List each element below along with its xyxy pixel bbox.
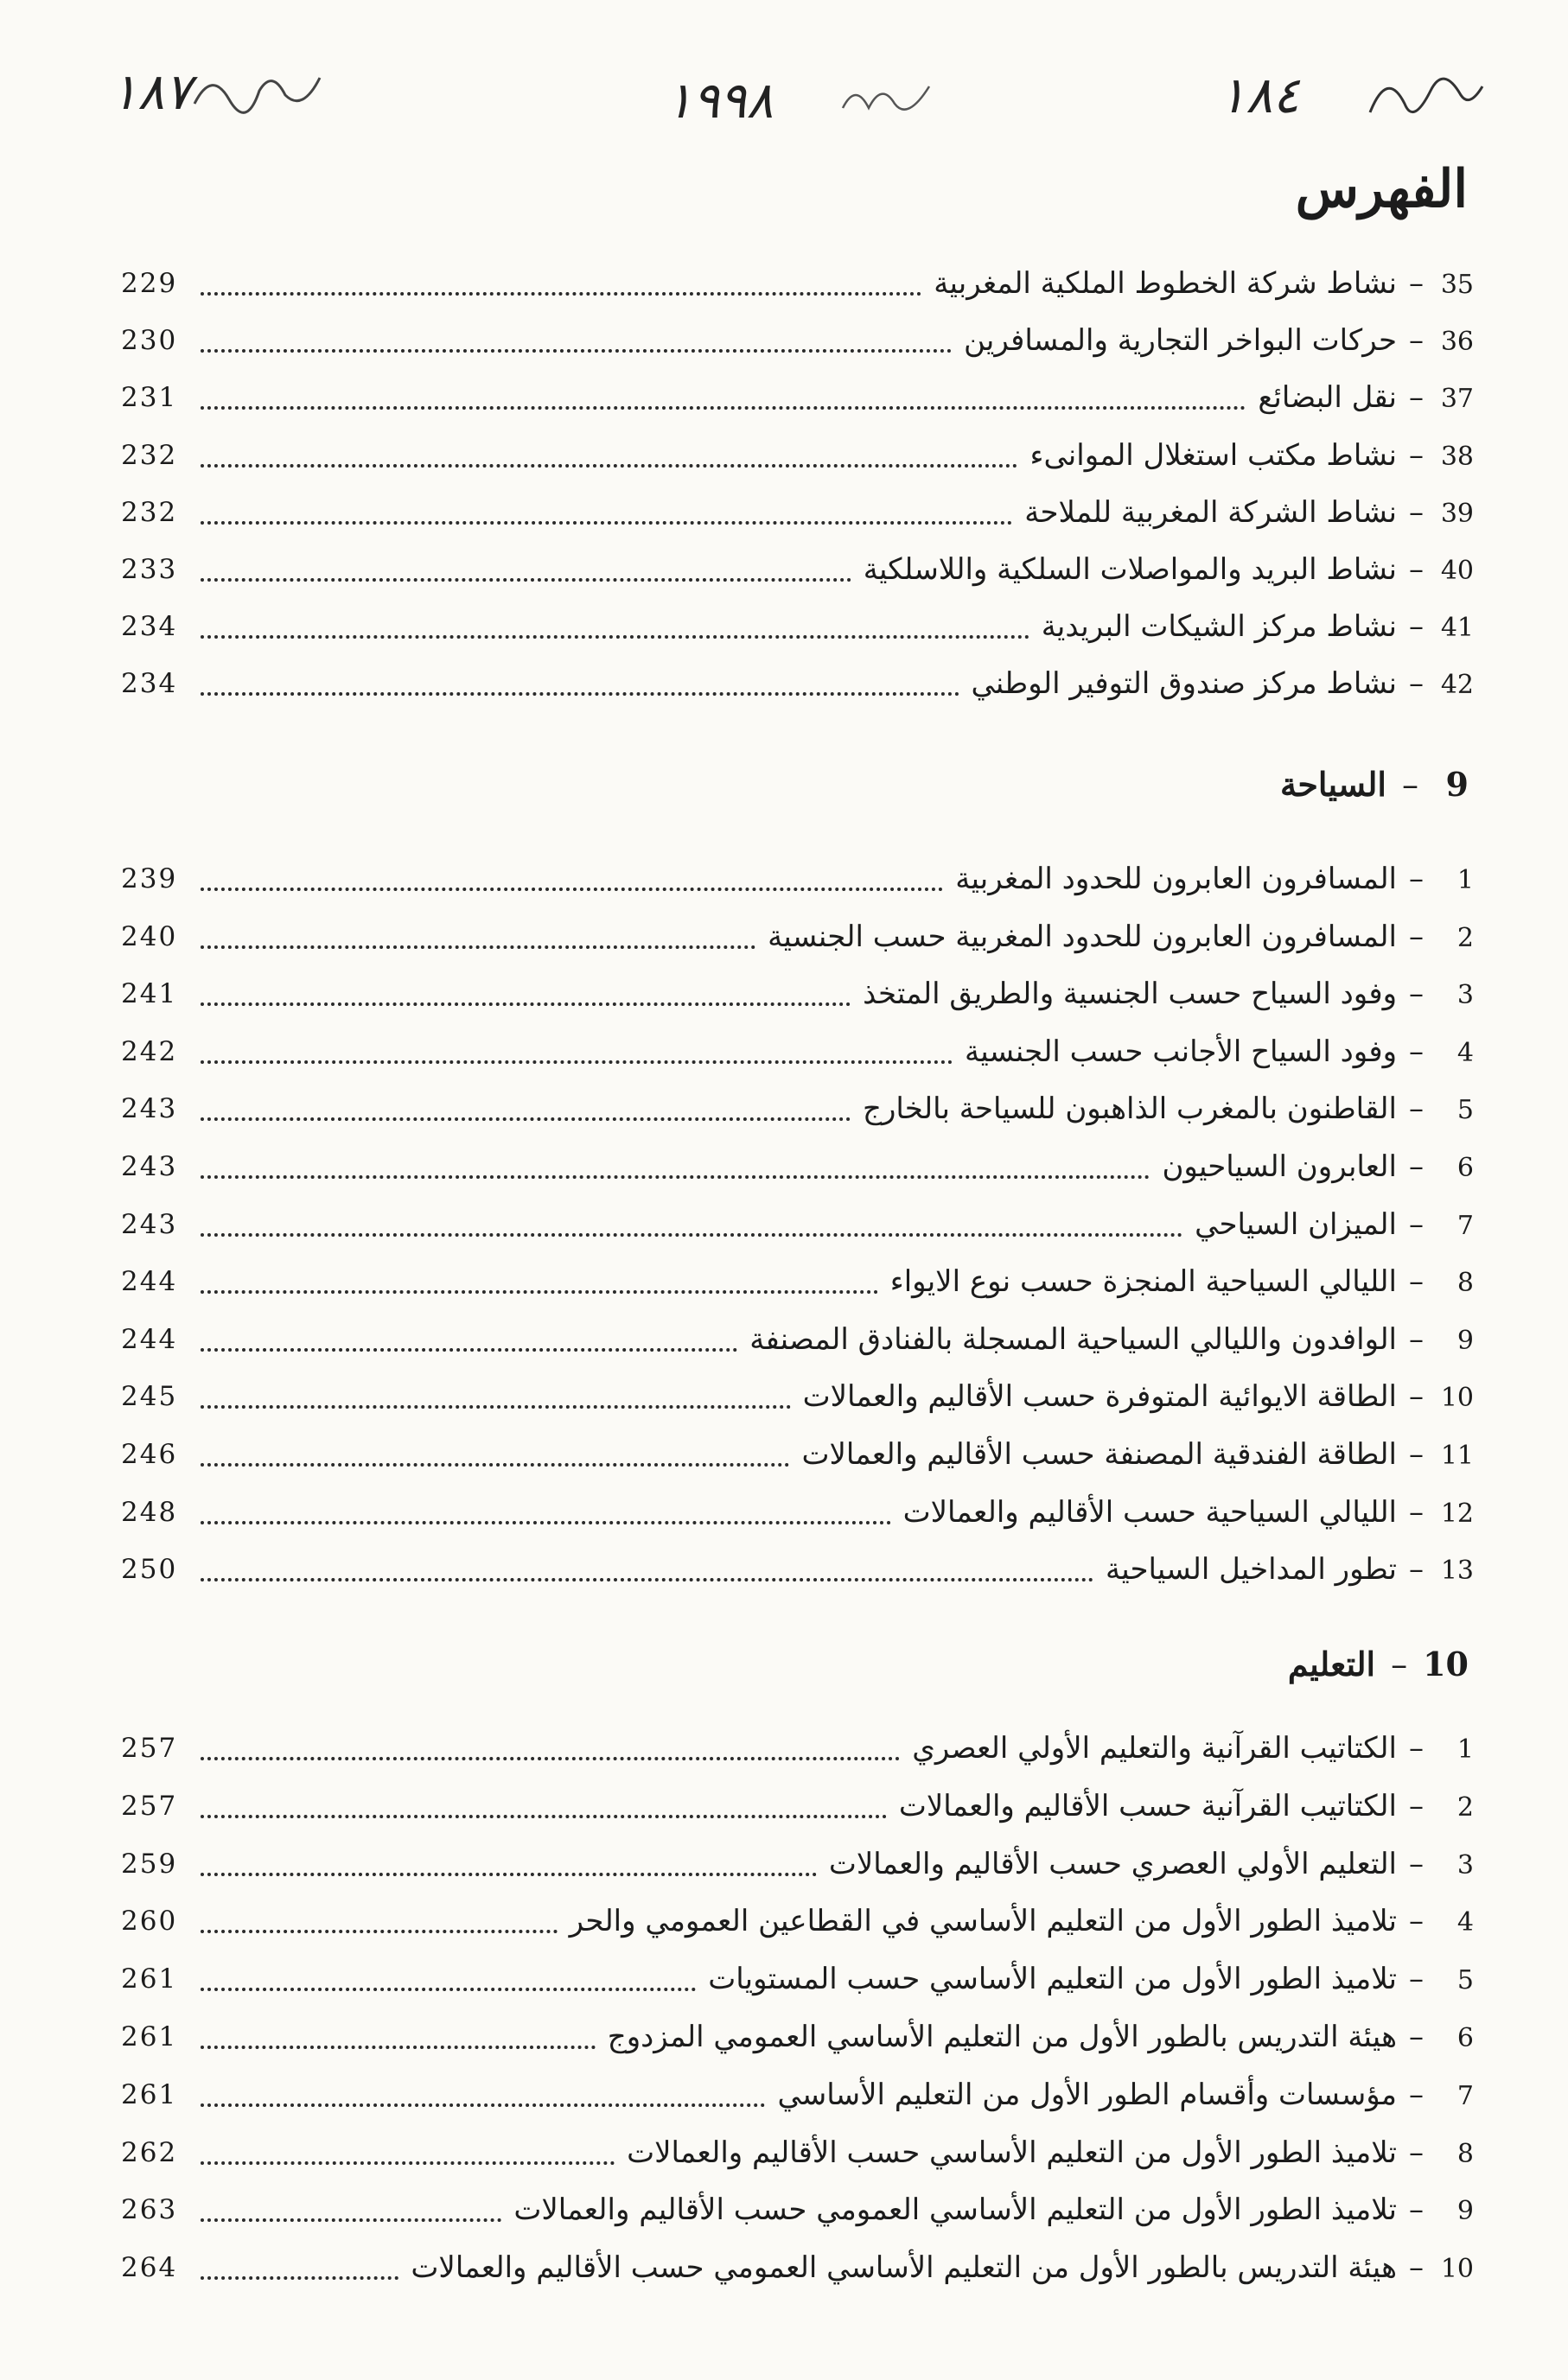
dot-leader	[201, 1521, 891, 1524]
entry-text	[912, 1731, 1474, 1766]
entry-number: 35	[1440, 270, 1474, 300]
entry-title: الليالي السياحية المنجزة حسب نوع الايواء	[889, 1264, 1397, 1300]
entry-text	[899, 1789, 1474, 1823]
index-entry	[121, 1078, 1474, 1130]
dot-leader	[201, 1930, 558, 1933]
entry-title: الطاقة الفندقية المصنفة حسب الأقاليم والعمالات	[801, 1437, 1397, 1472]
index-entry	[121, 481, 1474, 533]
index-entry	[121, 2179, 1474, 2230]
entry-number: 39	[1440, 498, 1474, 529]
entry-title: نشاط البريد والمواصلات السلكية واللاسلكية	[863, 552, 1397, 587]
entry-dash: –	[1409, 862, 1424, 896]
entry-number: 8	[1456, 1268, 1474, 1299]
entry-dash: –	[1409, 977, 1424, 1012]
entry-title: المسافرون العابرون للحدود المغربية حسب الجنسية	[768, 919, 1397, 954]
entry-title: الميزان السياحي	[1195, 1206, 1397, 1242]
index-entry	[121, 2064, 1474, 2116]
entry-number: 8	[1456, 2138, 1474, 2169]
section-title: السياحة	[1280, 765, 1386, 804]
entry-number: 7	[1456, 2080, 1474, 2111]
handwritten-note-center: ١٩٩٨	[666, 71, 774, 130]
handwriting-scribble-left	[190, 60, 337, 130]
entry-text	[1106, 1552, 1474, 1587]
entry-dash: –	[1409, 1379, 1424, 1415]
entry-dash: –	[1409, 666, 1424, 702]
entry-dash: –	[1409, 2077, 1424, 2112]
page-number: 244	[121, 1266, 178, 1298]
dot-leader	[201, 1002, 851, 1006]
entry-number: 37	[1440, 384, 1474, 415]
dot-leader	[201, 1578, 1093, 1581]
page-number: 257	[121, 1790, 178, 1822]
entry-title: نشاط مكتب استغلال الموانىء	[1029, 437, 1397, 473]
entry-text	[955, 862, 1474, 896]
entry-dash: –	[1409, 1437, 1424, 1472]
dot-leader	[201, 888, 943, 891]
index-entry	[121, 906, 1474, 958]
page-number: 250	[121, 1554, 178, 1586]
entry-title: الطاقة الايوائية المتوفرة حسب الأقاليم والعمالات	[802, 1379, 1397, 1415]
page-number: 233	[121, 554, 178, 585]
entry-number: 13	[1440, 1556, 1474, 1587]
entry-dash: –	[1409, 2250, 1424, 2286]
entry-dash: –	[1409, 1846, 1424, 1881]
dot-leader	[201, 349, 952, 353]
entry-number: 7	[1456, 1210, 1474, 1241]
page-number: 239	[121, 863, 178, 894]
index-entry	[121, 595, 1474, 647]
entry-dash: –	[1409, 323, 1424, 359]
index-entry	[121, 538, 1474, 590]
entry-number: 3	[1456, 980, 1474, 1011]
entry-text	[864, 552, 1474, 587]
entry-text	[1162, 1149, 1474, 1184]
entry-title: وفود السياح الأجانب حسب الجنسية	[965, 1034, 1397, 1069]
entry-title: نشاط شركة الخطوط الملكية المغربية	[934, 266, 1397, 301]
entry-title: الليالي السياحية حسب الأقاليم والعمالات	[902, 1494, 1397, 1530]
entry-dash: –	[1409, 380, 1424, 416]
index-entry	[121, 1365, 1474, 1417]
page-number: 263	[121, 2194, 178, 2226]
entry-text	[1029, 438, 1474, 473]
page-number: 260	[121, 1906, 178, 1938]
entry-title: العابرون السياحيون	[1162, 1149, 1397, 1184]
entry-text	[513, 2192, 1474, 2227]
index-entry	[121, 1193, 1474, 1245]
page-number: 259	[121, 1848, 178, 1880]
dot-leader	[201, 1988, 696, 1991]
dot-leader	[201, 292, 921, 296]
handwritten-note-left: ١٨٧	[111, 62, 192, 121]
entry-dash: –	[1409, 1731, 1424, 1766]
index-entry	[121, 309, 1474, 361]
dot-leader	[201, 1290, 878, 1294]
page-number: 234	[121, 668, 178, 700]
page-number: 261	[121, 2021, 178, 2052]
entry-number: 41	[1440, 613, 1474, 644]
entry-title: وفود السياح حسب الجنسية والطريق المتخذ	[863, 977, 1397, 1012]
entry-dash: –	[1409, 1552, 1424, 1588]
dot-leader	[201, 2161, 615, 2165]
page-number: 232	[121, 496, 178, 528]
index-entry	[121, 1308, 1474, 1360]
dot-leader	[201, 1117, 851, 1121]
page-number: 232	[121, 439, 178, 471]
entry-text	[570, 1904, 1474, 1938]
entry-number: 5	[1456, 1965, 1474, 1996]
dot-leader	[201, 2103, 765, 2107]
dot-leader	[201, 945, 755, 949]
entry-text	[829, 1847, 1474, 1881]
entry-text	[1042, 609, 1474, 644]
entry-number: 3	[1456, 1849, 1474, 1880]
entry-title: مؤسسات وأقسام الطور الأول من التعليم الأساسي	[777, 2077, 1397, 2112]
page-number: 241	[121, 978, 178, 1010]
section-heading-education: 10–التعليم	[1287, 1645, 1469, 1683]
entry-title: نقل البضائع	[1258, 380, 1397, 416]
dot-leader	[201, 1463, 789, 1467]
entry-text	[608, 2020, 1474, 2054]
entry-text	[1024, 495, 1474, 530]
entry-number: 10	[1440, 2254, 1474, 2285]
entry-number: 6	[1456, 2023, 1474, 2053]
entry-number: 36	[1440, 327, 1474, 358]
dot-leader	[201, 2218, 501, 2222]
page-number: 261	[121, 2078, 178, 2110]
entry-title: هيئة التدريس بالطور الأول من التعليم الأساسي العمومي المزدوج	[607, 2020, 1397, 2054]
entry-text	[903, 1495, 1474, 1530]
section-title: التعليم	[1287, 1645, 1376, 1683]
index-entry	[121, 1833, 1474, 1885]
section-number: 10	[1423, 1645, 1469, 1683]
entry-dash: –	[1409, 1321, 1424, 1357]
entry-text	[777, 2078, 1474, 2112]
entry-dash: –	[1409, 1962, 1424, 1997]
index-entry	[121, 1481, 1474, 1533]
entry-text	[803, 1379, 1474, 1414]
entry-dash: –	[1409, 494, 1424, 530]
entry-text	[934, 266, 1474, 301]
entry-text	[1258, 380, 1474, 415]
dot-leader	[201, 578, 851, 582]
page-number: 240	[121, 920, 178, 952]
entry-number: 11	[1440, 1441, 1474, 1471]
entry-dash: –	[1409, 1149, 1424, 1184]
entry-dash: –	[1409, 1494, 1424, 1530]
entry-title: الكتاتيب القرآنية حسب الأقاليم والعمالات	[898, 1788, 1397, 1823]
entry-text	[768, 920, 1474, 954]
entry-number: 9	[1456, 2196, 1474, 2227]
entry-dash: –	[1409, 266, 1424, 301]
entry-text	[749, 1322, 1474, 1357]
entry-number: 1	[1456, 1734, 1474, 1765]
index-entry	[121, 1538, 1474, 1590]
page-number: 243	[121, 1151, 178, 1182]
entry-dash: –	[1409, 2135, 1424, 2170]
entry-number: 2	[1456, 1791, 1474, 1823]
entry-number: 6	[1456, 1153, 1474, 1183]
entry-text	[890, 1264, 1474, 1299]
entry-title: تلاميذ الطور الأول من التعليم الأساسي في القطاعين العمومي والحر	[569, 1904, 1397, 1939]
index-entry	[121, 366, 1474, 418]
entry-title: حركات البواخر التجارية والمسافرين	[963, 323, 1397, 359]
entry-number: 10	[1440, 1383, 1474, 1414]
dot-leader	[201, 1233, 1182, 1237]
entry-number: 42	[1440, 670, 1474, 701]
index-entry	[121, 1250, 1474, 1302]
entry-dash: –	[1409, 609, 1424, 645]
entry-number: 40	[1440, 556, 1474, 586]
entry-dash: –	[1409, 1264, 1424, 1300]
entry-title: هيئة التدريس بالطور الأول من التعليم الأساسي العمومي حسب الأقاليم والعمالات	[411, 2250, 1397, 2286]
entry-title: تلاميذ الطور الأول من التعليم الأساسي حسب المستويات	[708, 1962, 1397, 1997]
entry-title: الكتاتيب القرآنية والتعليم الأولي العصري	[912, 1731, 1397, 1766]
entry-title: تلاميذ الطور الأول من التعليم الأساسي العمومي حسب الأقاليم والعمالات	[513, 2192, 1397, 2228]
page-number: 245	[121, 1381, 178, 1413]
dot-leader	[201, 2046, 596, 2049]
entry-dash: –	[1409, 1206, 1424, 1242]
entry-number: 5	[1456, 1095, 1474, 1126]
dot-leader	[201, 521, 1012, 525]
entry-text	[1195, 1207, 1474, 1242]
dot-leader	[201, 1060, 953, 1064]
dot-leader	[201, 1405, 791, 1409]
entry-text	[801, 1437, 1474, 1472]
index-entry	[121, 2237, 1474, 2288]
entry-title: المسافرون العابرون للحدود المغربية	[955, 862, 1397, 896]
index-entry	[121, 2122, 1474, 2173]
page-number: 264	[121, 2252, 178, 2284]
entry-dash: –	[1409, 919, 1424, 954]
page-number: 246	[121, 1439, 178, 1470]
page-number: 262	[121, 2136, 178, 2168]
index-entry	[121, 424, 1474, 476]
entry-dash: –	[1409, 2020, 1424, 2054]
entry-title: التعليم الأولي العصري حسب الأقاليم والعمالات	[828, 1846, 1397, 1881]
entry-dash: –	[1409, 437, 1424, 473]
index-entry	[121, 1775, 1474, 1827]
page-number: 244	[121, 1323, 178, 1355]
dot-leader	[201, 1815, 887, 1818]
dot-leader	[201, 692, 959, 696]
page-number: 231	[121, 382, 178, 414]
entry-number: 2	[1456, 922, 1474, 953]
index-entry	[121, 2006, 1474, 2058]
page-number: 243	[121, 1093, 178, 1125]
entry-text	[863, 1091, 1474, 1126]
index-entry	[121, 848, 1474, 900]
index-entry	[121, 1717, 1474, 1769]
index-entry	[121, 652, 1474, 704]
entry-text	[863, 977, 1474, 1011]
entry-number: 9	[1456, 1325, 1474, 1356]
page-number: 261	[121, 1963, 178, 1995]
dot-leader	[201, 2276, 398, 2280]
entry-text	[411, 2250, 1474, 2285]
entry-number: 4	[1456, 1907, 1474, 1938]
dot-leader	[201, 1757, 900, 1760]
entry-text	[964, 323, 1474, 358]
handwriting-scribble-center	[838, 73, 942, 125]
handwriting-scribble-right	[1366, 60, 1487, 138]
entry-dash: –	[1409, 1904, 1424, 1939]
index-entry	[121, 1948, 1474, 2000]
page-number: 257	[121, 1733, 178, 1764]
entry-text	[965, 1034, 1474, 1069]
entry-text	[708, 1962, 1474, 1996]
index-entry	[121, 252, 1474, 304]
section-heading-tourism: 9–السياحة	[1280, 765, 1469, 804]
entry-dash: –	[1409, 2192, 1424, 2228]
index-entry	[121, 963, 1474, 1015]
entry-title: نشاط مركز الشيكات البريدية	[1041, 609, 1397, 645]
section-number: 9	[1445, 765, 1469, 804]
page-number: 248	[121, 1496, 178, 1528]
index-entry	[121, 1890, 1474, 1942]
page-number: 234	[121, 611, 178, 643]
entry-number: 4	[1456, 1037, 1474, 1068]
entry-number: 38	[1440, 441, 1474, 472]
page-number: 243	[121, 1208, 178, 1240]
index-entry	[121, 1136, 1474, 1187]
entry-dash: –	[1409, 1034, 1424, 1069]
page-title: الفهرس	[1295, 159, 1468, 220]
entry-dash: –	[1409, 552, 1424, 587]
entry-text	[627, 2135, 1474, 2170]
entry-title: تطور المداخيل السياحية	[1106, 1552, 1397, 1588]
page-number: 229	[121, 268, 178, 299]
entry-title: نشاط الشركة المغربية للملاحة	[1024, 494, 1397, 530]
entry-title: القاطنون بالمغرب الذاهبون للسياحة بالخارج	[863, 1091, 1397, 1127]
dot-leader	[201, 635, 1029, 639]
entry-number: 1	[1456, 865, 1474, 895]
entry-text	[972, 666, 1474, 701]
dot-leader	[201, 406, 1246, 410]
entry-dash: –	[1409, 1788, 1424, 1823]
dot-leader	[201, 1175, 1150, 1179]
page-number: 242	[121, 1035, 178, 1067]
entry-title: نشاط مركز صندوق التوفير الوطني	[971, 666, 1397, 702]
dot-leader	[201, 1873, 817, 1876]
page-number: 230	[121, 325, 178, 357]
dot-leader	[201, 1348, 737, 1352]
index-entry	[121, 1423, 1474, 1475]
index-entry	[121, 1021, 1474, 1072]
entry-dash: –	[1409, 1091, 1424, 1127]
entry-title: تلاميذ الطور الأول من التعليم الأساسي حسب الأقاليم والعمالات	[627, 2135, 1397, 2170]
entry-title: الوافدون والليالي السياحية المسجلة بالفنادق المصنفة	[749, 1321, 1397, 1357]
dot-leader	[201, 464, 1017, 468]
entry-number: 12	[1440, 1498, 1474, 1529]
handwritten-note-right: ١٨٤	[1219, 66, 1300, 124]
